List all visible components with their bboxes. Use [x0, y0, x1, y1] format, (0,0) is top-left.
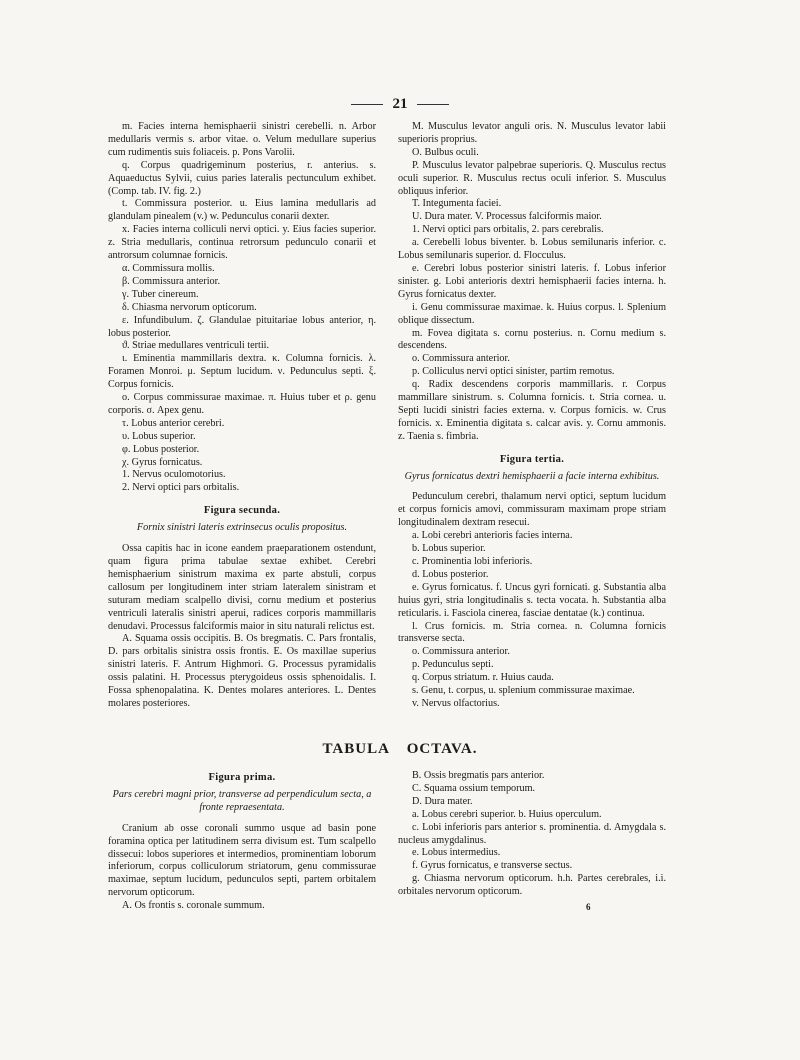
signature-mark: 6	[586, 902, 591, 912]
legend-entry: x. Facies interna colliculi nervi optici. y. Eius facies superior. z. Stria medullaris, continua retrorsum pedunculo conarii et antrorsum columnae fornicis.	[108, 224, 376, 262]
legend-entry: t. Commissura posterior. u. Eius lamina medullaris ad glandulam pinealem (v.) w. Pedunculus conarii dexter.	[108, 198, 376, 223]
legend-entry: T. Integumenta faciei.	[412, 198, 502, 210]
legend-entry: α. Commissura mollis.	[122, 262, 215, 274]
legend-entry: ε. Infundibulum. ζ. Glandulae pituitariae lobus anterior, η. lobus posterior.	[108, 314, 376, 339]
page-number: 21	[392, 96, 408, 112]
legend-entry: q. Corpus striatum. r. Huius cauda.	[412, 672, 554, 684]
legend-entry: γ. Tuber cinereum.	[122, 288, 199, 300]
legend-entry: 1. Nervi optici pars orbitalis, 2. pars cerebralis.	[412, 224, 604, 236]
figura-tertia-subtitle: Gyrus fornicatus dextri hemisphaerii a facie interna exhibitus.	[404, 470, 660, 482]
legend-entry: p. Colliculus nervi optici sinister, partim remotus.	[412, 366, 615, 378]
figura-secunda-paragraph: A. Squama ossis occipitis. B. Os bregmatis. C. Pars frontalis, D. pars orbitalis sinistra ossis frontis. E. Os maxillae superius sinistri lateris. F. Antrum Highmori. G. Processus pyramidalis ossis palatini. H. Processus pterygoideus ossis sphenoidalis. I. Fossa sphenopalatina. K. Dentes molares anteriores. L. Dentes molares posteriores.	[108, 633, 376, 709]
legend-entry: e. Cerebri lobus posterior sinistri lateris. f. Lobus inferior sinister. g. Lobi anterioris dextri hemisphaerii facies interna. h. Gyrus fornicatus dexter.	[398, 262, 666, 300]
legend-entry: χ. Gyrus fornicatus.	[122, 456, 203, 468]
legend-entry: a. Lobi cerebri anterioris facies interna.	[412, 530, 573, 542]
legend-entry: q. Radix descendens corporis mammillaris. r. Corpus mammillare sinistrum. s. Columna fornicis. t. Stria cornea. u. Septi lucidi sinistri facies externa. v. Corpus fornicis. w. Crus fornicis. x. Eminentia digitata s. calcar avis. y. Cornu ammonis. z. Taenia s. fimbria.	[398, 379, 666, 442]
header-rule-right	[417, 104, 449, 105]
figura-secunda-paragraph: Ossa capitis hac in icone eandem praeparationem ostendunt, quam figura prima tabulae sextae exhibet. Cerebri hemisphaerium sinistrum maxima ex parte abstuli, corpus callosum per longitudinem inter striam lateralem sinistram et suturam mediam scalpello divisi, cornu medium et posterius ventriculi lateralis sinistri aperui, radices corporis mammillaris denudavi. Processus falciformis maior in situ naturali relictus est.	[108, 543, 376, 632]
legend-entry: φ. Lobus posterior.	[122, 443, 200, 455]
legend-entry: A. Os frontis s. coronale summum.	[122, 900, 265, 912]
legend-entry: v. Nervus olfactorius.	[412, 697, 500, 709]
legend-entry: U. Dura mater. V. Processus falciformis maior.	[412, 211, 602, 223]
figura-prima-section	[108, 762, 376, 913]
legend-entry: e. Lobus intermedius.	[412, 847, 501, 859]
legend-entry: O. Bulbus oculi.	[412, 146, 479, 158]
legend-entry: ι. Eminentia mammillaris dextra. κ. Columna fornicis. λ. Foramen Monroi. μ. Septum lucidum. ν. Pedunculus septi. ξ. Corpus fornicis.	[108, 353, 376, 391]
legend-entry: ο. Corpus commissurae maximae. π. Huius tuber et ρ. genu corporis. σ. Apex genu.	[108, 392, 376, 416]
legend-entry: P. Musculus levator palpebrae superioris. Q. Musculus rectus oculi superior. R. Musculus rectus oculi inferior. S. Musculus obliquus inferior.	[398, 159, 666, 197]
legend-entry: p. Pedunculus septi.	[412, 659, 494, 671]
bottom-right-column	[398, 770, 666, 899]
legend-entry: i. Genu commissurae maximae. k. Huius corpus. l. Splenium oblique dissectum.	[398, 301, 666, 326]
tabula-heading	[0, 741, 800, 758]
legend-entry: f. Gyrus fornicatus, e transverse sectus.	[412, 860, 573, 872]
legend-entry: B. Ossis bregmatis pars anterior.	[412, 770, 545, 781]
legend-entry: o. Commissura anterior.	[412, 353, 510, 365]
legend-entry: q. Corpus quadrigeminum posterius, r. anterius. s. Aquaeductus Sylvii, cuius paries lateralis pectunculum exhibet. (Comp. tab. IV. fig. 2.)	[108, 159, 376, 197]
legend-entry: a. Cerebelli lobus biventer. b. Lobus semilunaris inferior. c. Lobus semilunaris superior. d. Flocculus.	[398, 237, 666, 262]
figura-secunda-title: Figura secunda.	[203, 505, 281, 517]
legend-entry: b. Lobus superior.	[412, 543, 486, 555]
legend-entry: D. Dura mater.	[412, 795, 473, 807]
legend-entry: a. Lobus cerebri superior. b. Huius operculum.	[412, 808, 602, 820]
legend-entry: υ. Lobus superior.	[122, 430, 196, 442]
legend-entry: τ. Lobus anterior cerebri.	[122, 417, 225, 429]
legend-entry: o. Commissura anterior.	[412, 646, 510, 658]
figura-prima-subtitle: Pars cerebri magni prior, transverse ad perpendiculum secta, a fronte repraesentata.	[112, 788, 372, 813]
legend-entry: s. Genu, t. corpus, u. splenium commissurae maximae.	[412, 685, 635, 697]
figura-prima-title: Figura prima.	[208, 772, 276, 783]
legend-entry: e. Gyrus fornicatus. f. Uncus gyri fornicati. g. Substantia alba huius gyri, stria longitudinalis s. tecta vocata. h. Substantia alba reticularis. i. Fasciola cinerea, fasciae dentatae (k.) continua.	[398, 581, 666, 619]
left-column	[108, 121, 376, 711]
legend-entry: c. Lobi inferioris pars anterior s. prominentia. d. Amygdala s. nucleus amygdalinus.	[398, 821, 666, 846]
figura-secunda-subtitle: Fornix sinistri lateris extrinsecus oculis propositus.	[136, 522, 348, 534]
header-rule-left	[351, 104, 383, 105]
legend-entry: ϑ. Striae medullares ventriculi tertii.	[122, 340, 270, 352]
legend-entry: C. Squama ossium temporum.	[412, 782, 536, 794]
legend-entry: β. Commissura anterior.	[122, 275, 220, 287]
figura-tertia-title: Figura tertia.	[499, 453, 565, 465]
legend-entry: M. Musculus levator anguli oris. N. Musculus levator labii superioris proprius.	[398, 121, 666, 145]
figura-prima-paragraph: Cranium ab osse coronali summo usque ad basin pone foramina optica per latitudinem serra divisum est. Tum scalpello dissecui: lobos superiores et intermedios, prominentiam loborum inferiorum, corpus colliculorum striatorum, genu commissurae maximae, septum lucidum, pedunculos septi, partem orbitalem nervorum opticorum.	[108, 822, 376, 899]
page-header	[0, 96, 800, 113]
tabula-word: TABULA	[322, 741, 390, 757]
legend-entry: δ. Chiasma nervorum opticorum.	[122, 301, 257, 313]
legend-entry: 1. Nervus oculomotorius.	[122, 469, 226, 481]
legend-entry: l. Crus fornicis. m. Stria cornea. n. Columna fornicis transverse secta.	[398, 620, 666, 645]
legend-entry: g. Chiasma nervorum opticorum. h.h. Partes cerebrales, i.i. orbitales nervorum opticorum.	[398, 873, 666, 898]
figura-tertia-paragraph: Pedunculum cerebri, thalamum nervi optici, septum lucidum et corpus fornicis amovi, commissuram maximam prope striam longitudinalem dextram resecui.	[398, 491, 666, 529]
legend-entry: d. Lobus posterior.	[412, 568, 489, 580]
legend-entry: c. Prominentia lobi inferioris.	[412, 556, 533, 567]
legend-entry: m. Facies interna hemisphaerii sinistri cerebelli. n. Arbor medullaris vermis s. arbor vitae. o. Velum medullare superius cum rudimentis suis foliaceis. p. Pons Varolii.	[108, 121, 376, 158]
tabula-number: OCTAVA.	[406, 741, 478, 757]
legend-entry: m. Fovea digitata s. cornu posterius. n. Cornu medium s. descendens.	[398, 327, 666, 352]
right-column	[398, 121, 666, 711]
legend-entry: 2. Nervi optici pars orbitalis.	[122, 482, 240, 494]
